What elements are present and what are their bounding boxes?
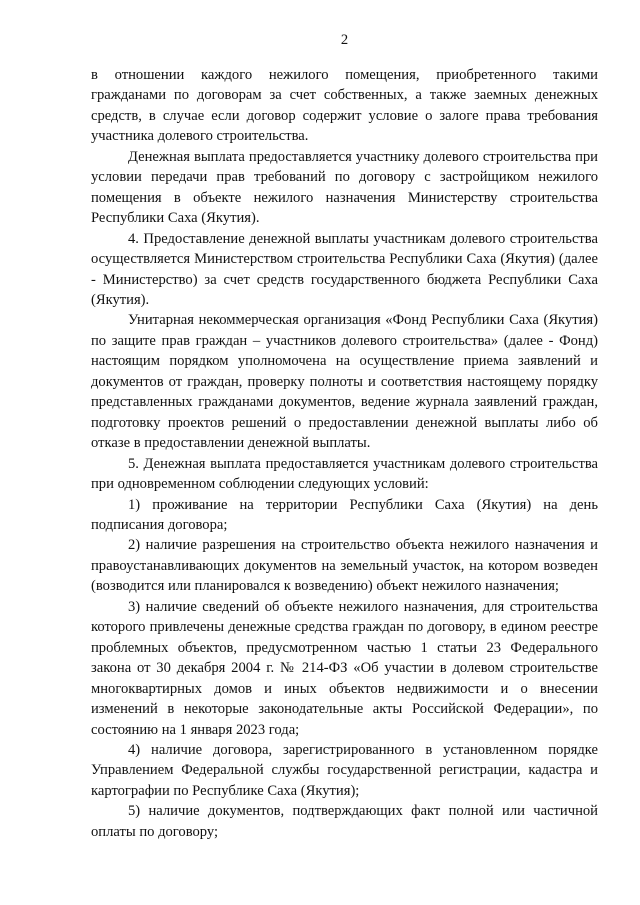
condition-item-2: 2) наличие разрешения на строительство объекта нежилого назначения и правоустанавливающих документов на земельный участок, на котором возведен (возводится или планировался к возведению) объект нежилого назначения; [91,537,598,595]
paragraph-clause-5: 5. Денежная выплата предоставляется участникам долевого строительства при одновременном соблюдении следующих условий: [91,455,598,493]
paragraph-fund: Унитарная некоммерческая организация «Фонд Республики Саха (Якутия) по защите прав граждан – участников долевого строительства» (далее - Фонд) настоящим порядком уполномочена на осуществление приема заявлений и документов от граждан, проверку полноты и соответствия настоящему порядку представленных гражданами документов, ведение журнала заявлений граждан, подготовку проектов решений о предоставлении денежной выплаты либо об отказе в предоставлении денежной выплаты. [91,312,598,452]
condition-item-1: 1) проживание на территории Республики Саха (Якутия) на день подписания договора; [91,496,598,533]
condition-item-3: 3) наличие сведений об объекте нежилого назначения, для строительства которого привлечены денежные средства граждан по договору, в едином реестре проблемных объектов, предусмотренном частью 1 статьи 23 Федерального закона от 30 декабря 2004 г. № 214-ФЗ «Об участии в долевом строительстве многоквартирных домов и иных объектов недвижимости и о внесении изменений в некоторые законодательные акты Российской Федерации», по состоянию на 1 января 2023 года; [91,598,598,738]
document-page [91,30,598,842]
paragraph-payment-condition: Денежная выплата предоставляется участнику долевого строительства при условии передачи прав требований по договору с застройщиком нежилого помещения в объекте нежилого назначения Министерству строительства Республики Саха (Якутия). [91,148,598,227]
paragraph-continuation: в отношении каждого нежилого помещения, приобретенного такими гражданами по договорам за счет собственных, а также заемных денежных средств, в случае если договор содержит условие о залоге права требования участника долевого строительства. [91,67,598,145]
condition-item-5: 5) наличие документов, подтверждающих факт полной или частичной оплаты по договору; [91,803,598,840]
page-number: 2 [340,32,349,48]
paragraph-clause-4: 4. Предоставление денежной выплаты участникам долевого строительства осуществляется Министерством строительства Республики Саха (Якутия) (далее - Министерство) за счет средств государственного бюджета Республики Саха (Якутия). [91,230,598,308]
condition-item-4: 4) наличие договора, зарегистрированного в установленном порядке Управлением Федеральной службы государственной регистрации, кадастра и картографии по Республике Саха (Якутия); [91,741,598,799]
